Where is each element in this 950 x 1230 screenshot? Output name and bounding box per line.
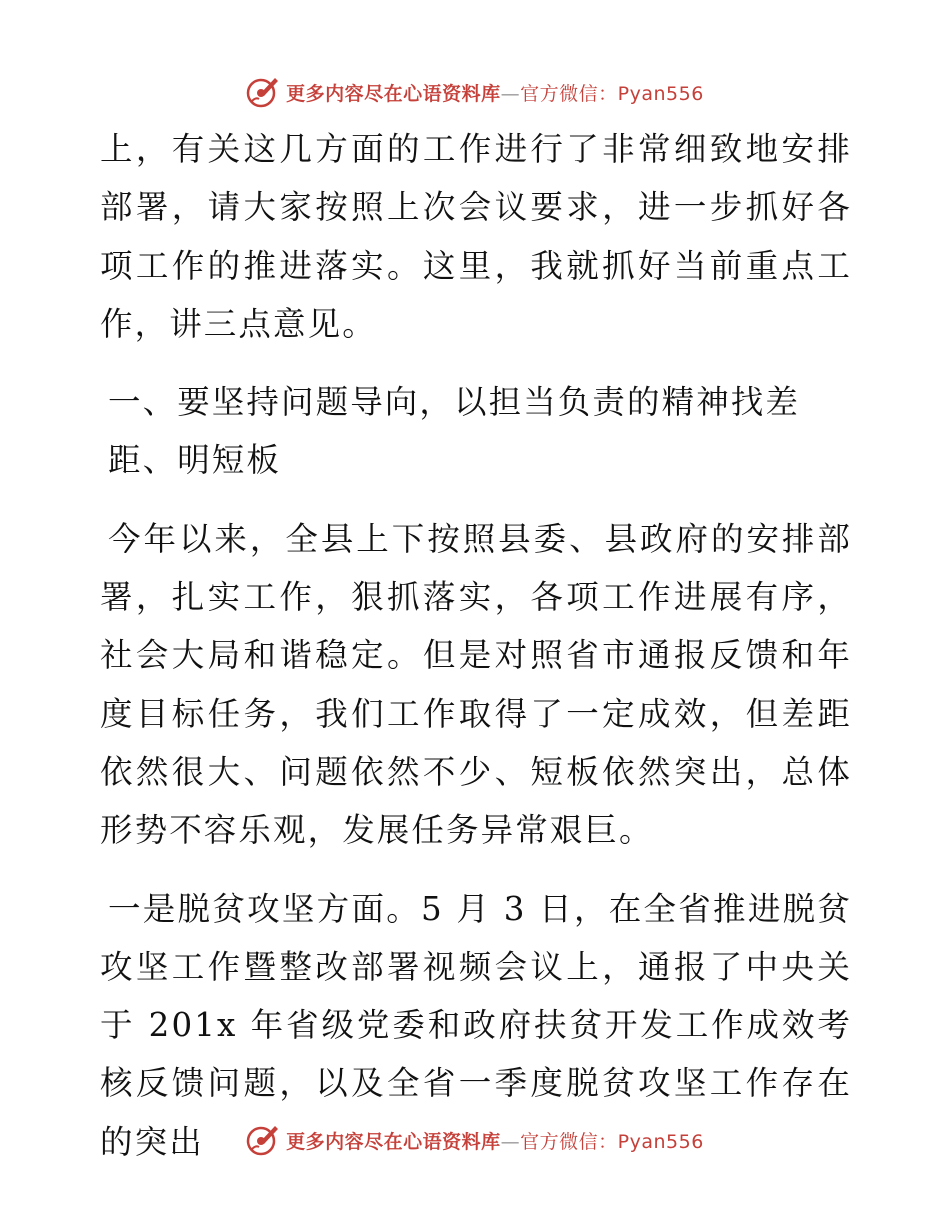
section-heading-1: 一、要坚持问题导向，以担当负责的精神找差距、明短板 — [108, 383, 801, 480]
document-body — [100, 120, 852, 1171]
paragraph-poverty-alleviation: 一是脱贫攻坚方面。5 月 3 日，在全省推进脱贫攻坚工作暨整改部署视频会议上，通报了中央关于 201x 年省级党委和政府扶贫开发工作成效考核反馈问题，以及全省一季度脱贫攻坚工作存在的突出 — [100, 889, 852, 1161]
footer-brand — [246, 1123, 704, 1157]
pen-logo-icon — [246, 1123, 280, 1157]
header-brand-separator: — — [500, 82, 521, 105]
footer-wechat-id: 官方微信：Pyan556 — [520, 1130, 704, 1153]
footer-brand-separator: — — [500, 1130, 521, 1153]
paragraph-continued: 上，有关这几方面的工作进行了非常细致地安排部署，请大家按照上次会议要求，进一步抓好各项工作的推进落实。这里，我就抓好当前重点工作，讲三点意见。 — [100, 130, 852, 343]
pen-logo-icon — [246, 75, 280, 109]
page-header — [0, 72, 950, 112]
header-wechat-id: 官方微信：Pyan556 — [520, 82, 704, 105]
paragraph-overview: 今年以来，全县上下按照县委、县政府的安排部署，扎实工作，狠抓落实，各项工作进展有序，社会大局和谐稳定。但是对照省市通报反馈和年度目标任务，我们工作取得了一定成效，但差距依然很大、问题依然不少、短板依然突出，总体形势不容乐观，发展任务异常艰巨。 — [100, 519, 852, 850]
header-brand — [246, 75, 704, 109]
footer-brand-name: 更多内容尽在心语资料库 — [286, 1130, 501, 1153]
page-footer — [0, 1120, 950, 1160]
header-brand-name: 更多内容尽在心语资料库 — [286, 82, 501, 105]
